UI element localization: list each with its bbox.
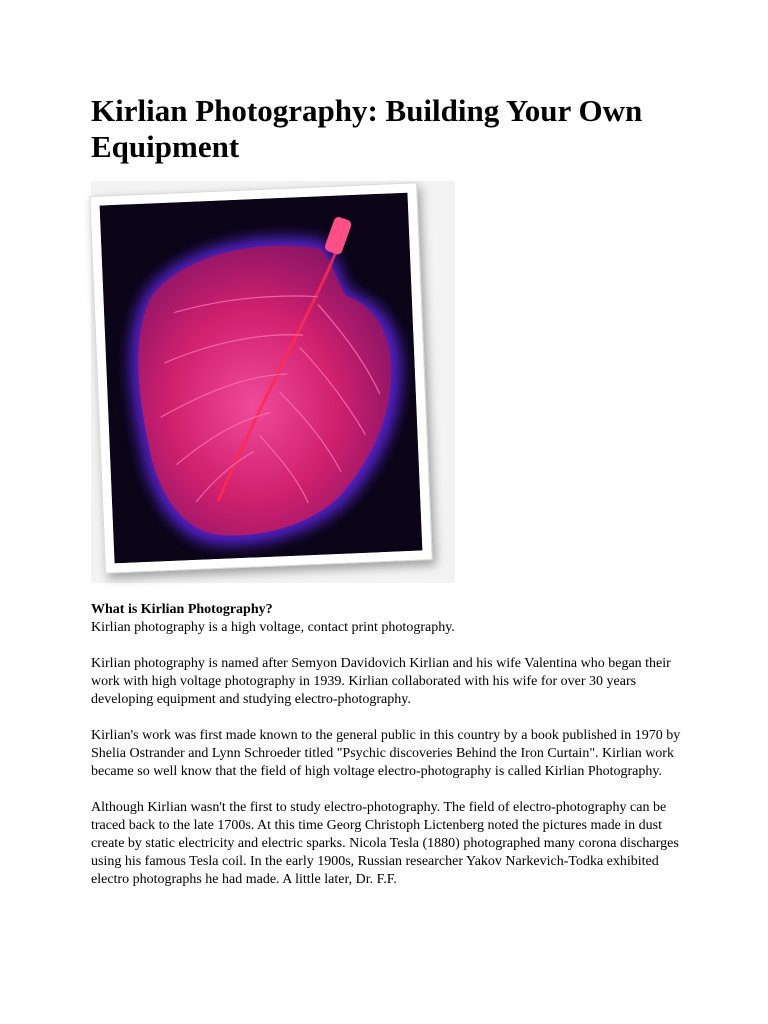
kirlian-leaf-photo (91, 181, 455, 583)
photo-image (100, 193, 423, 564)
section-heading: What is Kirlian Photography? (91, 602, 273, 617)
paragraph: Although Kirlian wasn't the first to study electro-photography. The field of electro-photography can be traced back to the late 1700s. At this time Georg Christoph Lictenberg noted the pictures made in dust create by static electricity and electric sparks. Nicola Tesla (1880) photographed many corona discharges using his famous Tesla coil. In the early 1900s, Russian researcher Yakov Narkevich-Todka exhibited electro photographs he had made. A little later, Dr. F.F. (91, 800, 679, 887)
page-title: Kirlian Photography: Building Your Own Equipment (91, 93, 643, 164)
photo-frame (89, 182, 433, 573)
paragraph: Kirlian's work was first made known to the general public in this country by a book published in 1970 by Shelia Ostrander and Lynn Schroeder titled "Psychic discoveries Behind the Iron Curtain". Kirlian work became so well know that the field of high voltage electro-photography is called Kirlian Photography. (91, 728, 681, 779)
article-body (91, 601, 691, 907)
paragraph: Kirlian photography is a high voltage, contact print photography. (91, 620, 455, 635)
leaf-image-svg (100, 193, 423, 564)
paragraph: Kirlian photography is named after Semyon Davidovich Kirlian and his wife Valentina who began their work with high voltage photography in 1939. Kirlian collaborated with his wife for over 30 years developing equipment and studying electro-photography. (91, 656, 671, 707)
